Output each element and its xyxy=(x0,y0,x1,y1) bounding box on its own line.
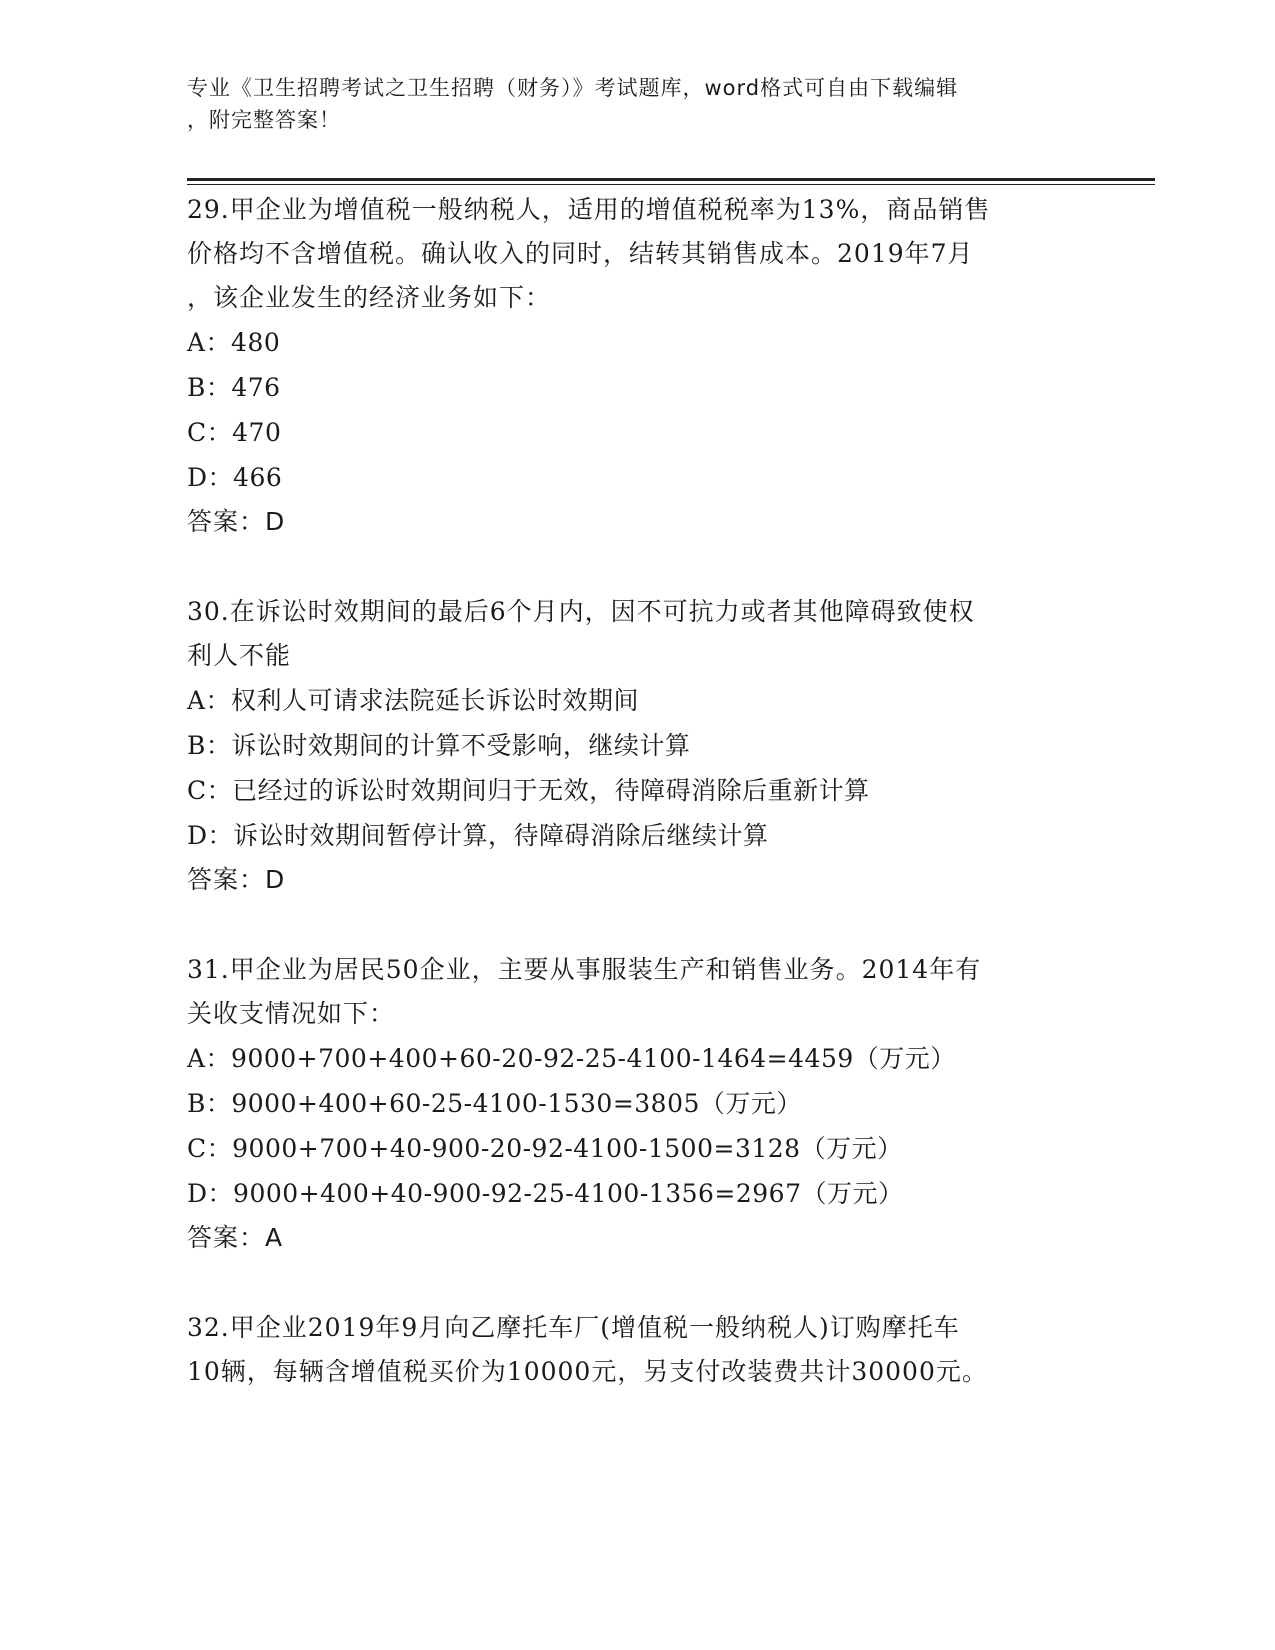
document-header xyxy=(187,72,1067,136)
option-b: B：9000+400+60-25-4100-1530=3805（万元） xyxy=(187,1089,802,1118)
header-line-1: 专业《卫生招聘考试之卫生招聘（财务）》考试题库，word格式可自由下载编辑 xyxy=(187,76,959,100)
option-d: D：诉讼时效期间暂停计算，待障碍消除后继续计算 xyxy=(187,821,769,850)
header-divider-thick xyxy=(187,178,1155,181)
question-stem-line: 10辆，每辆含增值税买价为10000元，另支付改装费共计30000元。 xyxy=(187,1357,988,1386)
option-b: B：476 xyxy=(187,373,281,402)
option-b: B：诉讼时效期间的计算不受影响，继续计算 xyxy=(187,731,691,760)
question-stem-line: 31.甲企业为居民50企业，主要从事服装生产和销售业务。2014年有 xyxy=(187,955,982,984)
question-stem-line: ，该企业发生的经济业务如下： xyxy=(187,283,552,312)
question-stem-line: 32.甲企业2019年9月向乙摩托车厂(增值税一般纳税人)订购摩托车 xyxy=(187,1313,960,1342)
option-d: D：9000+400+40-900-92-25-4100-1356=2967（万元） xyxy=(187,1179,904,1208)
question-30 xyxy=(187,590,1087,902)
option-a: A：权利人可请求法院延长诉讼时效期间 xyxy=(187,686,640,715)
question-stem-line: 关收支情况如下： xyxy=(187,999,396,1028)
answer-line: 答案：A xyxy=(187,1223,284,1252)
question-stem-line: 利人不能 xyxy=(187,641,292,670)
question-31 xyxy=(187,948,1087,1260)
answer-line: 答案：D xyxy=(187,507,286,536)
question-32 xyxy=(187,1306,1087,1394)
option-c: C：已经过的诉讼时效期间归于无效，待障碍消除后重新计算 xyxy=(187,776,870,805)
option-c: C：9000+700+40-900-20-92-4100-1500=3128（万元） xyxy=(187,1134,903,1163)
option-c: C：470 xyxy=(187,418,282,447)
option-a: A：9000+700+400+60-20-92-25-4100-1464=4459（万元） xyxy=(187,1044,956,1073)
answer-line: 答案：D xyxy=(187,865,286,894)
question-list xyxy=(187,188,1087,1394)
question-stem-line: 29.甲企业为增值税一般纳税人，适用的增值税税率为13%，商品销售 xyxy=(187,195,991,224)
option-a: A：480 xyxy=(187,328,281,357)
option-d: D：466 xyxy=(187,463,283,492)
question-29 xyxy=(187,188,1087,544)
header-line-2: ，附完整答案！ xyxy=(187,108,341,132)
header-divider-thin xyxy=(187,184,1155,185)
question-stem-line: 价格均不含增值税。确认收入的同时，结转其销售成本。2019年7月 xyxy=(187,239,974,268)
question-stem-line: 30.在诉讼时效期间的最后6个月内，因不可抗力或者其他障碍致使权 xyxy=(187,597,975,626)
